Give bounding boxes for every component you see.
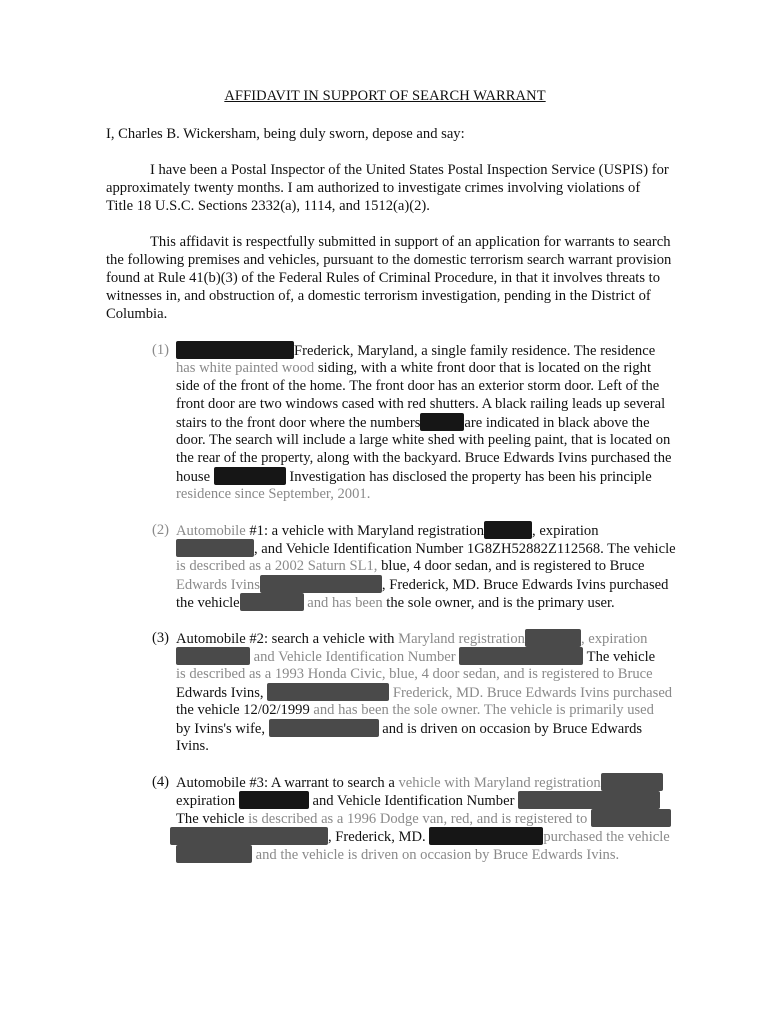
redaction-block bbox=[260, 575, 382, 593]
item2-number: (2) bbox=[152, 522, 170, 538]
item2-line-5: the vehicle and has been the sole owner, and is the primary user. bbox=[176, 595, 615, 611]
redaction-block bbox=[267, 683, 389, 701]
redaction-block bbox=[591, 809, 671, 827]
item2-line-3: is described as a 2002 Saturn SL1, blue, 4 door sedan, and is registered to Bruce bbox=[176, 558, 645, 574]
item4-number: (4) bbox=[152, 774, 170, 790]
item3-line-6: by Ivins's wife, and is driven on occasion by Bruce Edwards bbox=[176, 721, 643, 737]
item3-line-2: and Vehicle Identification Number The vehicle bbox=[176, 647, 655, 666]
para2-line-3: found at Rule 41(b)(3) of the Federal Rules of Criminal Procedure, in that it involves threats to bbox=[106, 270, 661, 286]
redaction-block bbox=[176, 539, 254, 557]
item1-line-8: house Investigation has disclosed the property has been his principle bbox=[176, 469, 652, 485]
item1-line-2: has white painted wood siding, with a white front door that is located on the right bbox=[176, 360, 652, 376]
para1-line-2: approximately twenty months. I am authorized to investigate crimes involving violations of bbox=[106, 180, 641, 196]
item1-line-1: Frederick, Maryland, a single family residence. The residence bbox=[176, 341, 655, 360]
item4-line-2: expiration and Vehicle Identification Number bbox=[176, 791, 660, 810]
item1-line-4: front door are two windows cased with red shutters. A black railing leads up several bbox=[176, 396, 666, 412]
item1-line-5: stairs to the front door where the numbers are indicated in black above the bbox=[176, 415, 650, 431]
redaction-block bbox=[518, 791, 660, 809]
item1-line-7: the rear of the property, along with the backyard. Bruce Edwards Ivins purchased the bbox=[176, 450, 672, 466]
document-title: AFFIDAVIT IN SUPPORT OF SEARCH WARRANT bbox=[224, 88, 546, 104]
para1-line-1: I have been a Postal Inspector of the United States Postal Inspection Service (USPIS) for bbox=[150, 162, 669, 178]
item3-line-5: the vehicle 12/02/1999 and has been the sole owner. The vehicle is primarily used bbox=[176, 702, 654, 718]
item4-line-5: and the vehicle is driven on occasion by Bruce Edwards Ivins. bbox=[176, 845, 619, 864]
item4-line-1: Automobile #3: A warrant to search a vehicle with Maryland registration bbox=[176, 773, 663, 792]
para2-line-5: Columbia. bbox=[106, 306, 168, 322]
item3-line-7: Ivins. bbox=[176, 738, 209, 754]
item3-number: (3) bbox=[152, 630, 170, 646]
item2-line-4: Edwards Ivins , Frederick, MD. Bruce Edwards Ivins purchased bbox=[176, 577, 669, 593]
intro-line: I, Charles B. Wickersham, being duly sworn, depose and say: bbox=[106, 126, 465, 142]
redaction-block bbox=[525, 629, 581, 647]
redaction-block bbox=[214, 467, 286, 485]
redaction-block bbox=[601, 773, 663, 791]
item3-line-3: is described as a 1993 Honda Civic, blue, 4 door sedan, and is registered to Bruce bbox=[176, 666, 653, 682]
para2-line-4: witnesses in, and obstruction of, a domestic terrorism investigation, pending in the District of bbox=[106, 288, 651, 304]
para2-line-1: This affidavit is respectfully submitted in support of an application for warrants to search bbox=[150, 234, 671, 250]
redaction-block bbox=[459, 647, 583, 665]
item2-line-2: , and Vehicle Identification Number 1G8ZH52882Z112568. The vehicle bbox=[176, 539, 676, 558]
item1-number: (1) bbox=[152, 342, 170, 358]
item4-line-4: , Frederick, MD. purchased the vehicle bbox=[170, 827, 670, 846]
item2-line-1: Automobile #1: a vehicle with Maryland registration , expiration bbox=[176, 523, 599, 539]
item1-line-3: side of the front of the home. The front door has an exterior storm door. Left of the bbox=[176, 378, 660, 394]
redaction-block bbox=[176, 647, 250, 665]
item3-line-4: Edwards Ivins, Frederick, MD. Bruce Edwards Ivins purchased bbox=[176, 685, 673, 701]
item3-line-1: Automobile #2: search a vehicle with Maryland registration , expiration bbox=[176, 631, 648, 647]
redaction-block bbox=[176, 341, 294, 359]
item1-line-6: door. The search will include a large white shed with peeling paint, that is located on bbox=[176, 432, 671, 448]
redaction-block bbox=[176, 845, 252, 863]
redaction-block bbox=[269, 719, 379, 737]
item1-line-9: residence since September, 2001. bbox=[176, 486, 371, 502]
para2-line-2: the following premises and vehicles, pursuant to the domestic terrorism search warrant provision bbox=[106, 252, 672, 268]
redaction-block bbox=[484, 521, 532, 539]
para1-line-3: Title 18 U.S.C. Sections 2332(a), 1114, and 1512(a)(2). bbox=[106, 198, 430, 214]
redaction-block bbox=[239, 791, 309, 809]
redaction-block bbox=[240, 593, 304, 611]
item4-line-3: The vehicle is described as a 1996 Dodge van, red, and is registered to bbox=[176, 809, 671, 828]
redaction-block bbox=[170, 827, 328, 845]
redaction-block bbox=[420, 413, 464, 431]
redaction-block bbox=[429, 827, 543, 845]
